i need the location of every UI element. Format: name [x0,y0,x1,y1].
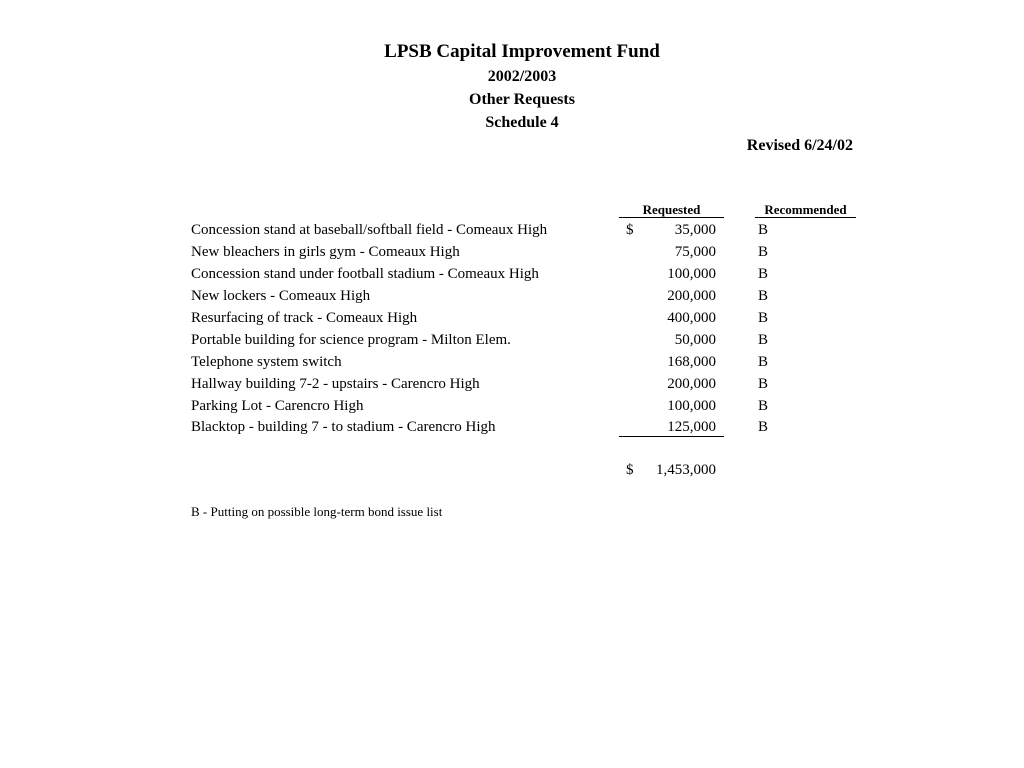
table-row [0,220,1024,240]
table-row [0,396,1024,416]
recommended-code: B [758,354,769,370]
total-currency-symbol: $ [626,462,634,478]
column-header-recommended: Recommended [755,202,856,218]
row-description: New bleachers in girls gym - Comeaux High [191,244,460,260]
requested-amount: 400,000 [667,310,716,326]
row-description: Portable building for science program - Milton Elem. [191,332,511,348]
requested-amount: 200,000 [667,288,716,304]
subtotal-underline [619,436,724,437]
table-row [0,374,1024,394]
requested-amount: 100,000 [667,398,716,414]
requested-amount: 168,000 [667,354,716,370]
total-amount: 1,453,000 [656,462,716,478]
table-row [0,330,1024,350]
revised-date: Revised 6/24/02 [746,137,853,154]
document-subtitle: Other Requests [469,91,575,108]
footnote: B - Putting on possible long-term bond issue list [191,504,443,519]
table-row [0,242,1024,262]
table-row [0,264,1024,284]
table-row [0,417,1024,437]
row-description: Resurfacing of track - Comeaux High [191,310,418,326]
table-row [0,308,1024,328]
recommended-code: B [758,332,769,348]
recommended-code: B [758,288,769,304]
recommended-code: B [758,266,769,282]
schedule-label: Schedule 4 [485,114,559,131]
column-header-requested: Requested [619,202,724,218]
currency-symbol: $ [626,222,634,238]
fiscal-year: 2002/2003 [487,68,557,85]
row-description: Concession stand under football stadium - Comeaux High [191,266,539,282]
recommended-code: B [758,310,769,326]
row-description: Telephone system switch [191,354,342,370]
table-row [0,286,1024,306]
row-description: Parking Lot - Carencro High [191,398,364,414]
recommended-code: B [758,244,769,260]
requested-amount: 75,000 [674,244,716,260]
row-description: New lockers - Comeaux High [191,288,371,304]
requested-amount: 200,000 [667,376,716,392]
recommended-code: B [758,419,769,435]
total-row [0,460,1024,480]
requested-amount: 125,000 [667,419,716,435]
row-description: Blacktop - building 7 - to stadium - Carencro High [191,419,496,435]
table-row [0,352,1024,372]
requested-amount: 100,000 [667,266,716,282]
recommended-code: B [758,222,769,238]
recommended-code: B [758,398,769,414]
requested-amount: 35,000 [674,222,716,238]
row-description: Concession stand at baseball/softball field - Comeaux High [191,222,548,238]
requested-amount: 50,000 [674,332,716,348]
row-description: Hallway building 7-2 - upstairs - Carencro High [191,376,480,392]
recommended-code: B [758,376,769,392]
document-title: LPSB Capital Improvement Fund [384,41,660,62]
